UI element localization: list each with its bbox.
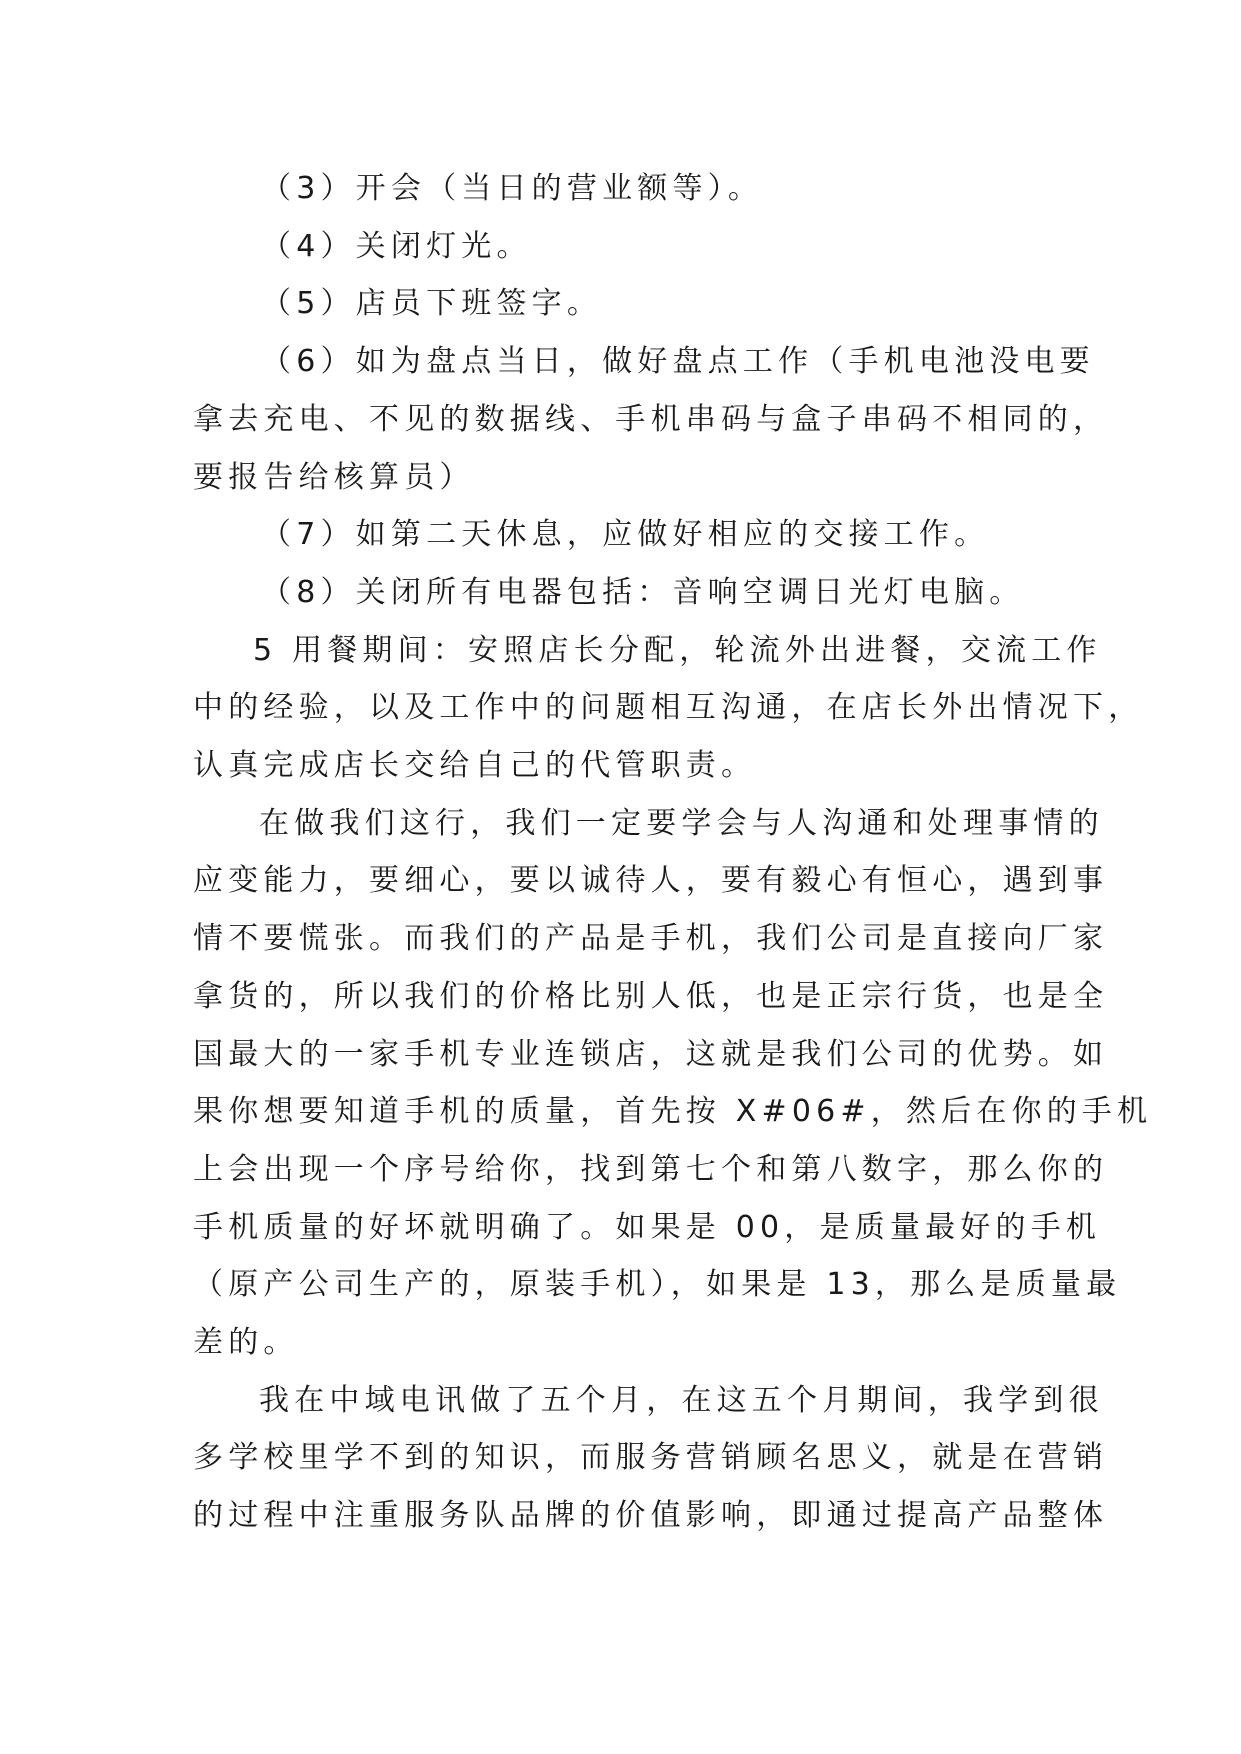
list-item-6-line-2: 拿去充电、不见的数据线、手机串码与盒子串码不相同的， [193,401,1109,437]
paragraph-1-line-5: 国最大的一家手机专业连锁店，这就是我们公司的优势。如 [193,1036,1109,1072]
section-5-line-2: 中的经验，以及工作中的问题相互沟通，在店长外出情况下， [193,690,1144,726]
section-5-line-1: 5 用餐期间：安照店长分配，轮流外出进餐，交流工作 [253,632,1102,668]
document-body [193,160,1153,1545]
paragraph-1-line-9: （原产公司生产的，原装手机），如果是 13，那么是质量最 [193,1267,1122,1303]
paragraph-1-line-7: 上会出现一个序号给你，找到第七个和第八数字，那么你的 [193,1151,1109,1187]
list-item-5: （5）店员下班签字。 [261,286,603,322]
list-item-7: （7）如第二天休息，应做好相应的交接工作。 [261,517,990,553]
paragraph-1-line-8: 手机质量的好坏就明确了。如果是 00，是质量最好的手机 [193,1209,1102,1245]
list-item-6-line-3: 要报告给核算员） [193,459,475,495]
list-item-4: （4）关闭灯光。 [261,228,532,264]
paragraph-2-line-3: 的过程中注重服务队品牌的价值影响，即通过提高产品整体 [193,1498,1109,1534]
list-item-8: （8）关闭所有电器包括：音响空调日光灯电脑。 [261,574,1025,610]
paragraph-1-line-1: 在做我们这行，我们一定要学会与人沟通和处理事情的 [259,805,1104,841]
paragraph-2-line-2: 多学校里学不到的知识，而服务营销顾名思义，就是在营销 [193,1440,1109,1476]
section-5-line-3: 认真完成店长交给自己的代管职责。 [193,748,757,784]
list-item-6-line-1: （6）如为盘点当日，做好盘点工作（手机电池没电要 [261,344,1095,380]
paragraph-1-line-3: 情不要慌张。而我们的产品是手机，我们公司是直接向厂家 [193,921,1109,957]
paragraph-1-line-10: 差的。 [193,1325,299,1361]
paragraph-2-line-1: 我在中域电讯做了五个月，在这五个月期间，我学到很 [259,1382,1104,1418]
list-item-3: （3）开会（当日的营业额等）。 [261,171,764,206]
paragraph-1-line-2: 应变能力，要细心，要以诚待人，要有毅心有恒心，遇到事 [193,863,1109,899]
paragraph-1-line-6: 果你想要知道手机的质量，首先按 X#06#，然后在你的手机 [193,1094,1153,1130]
paragraph-1-line-4: 拿货的，所以我们的价格比别人低，也是正宗行货，也是全 [193,978,1109,1014]
